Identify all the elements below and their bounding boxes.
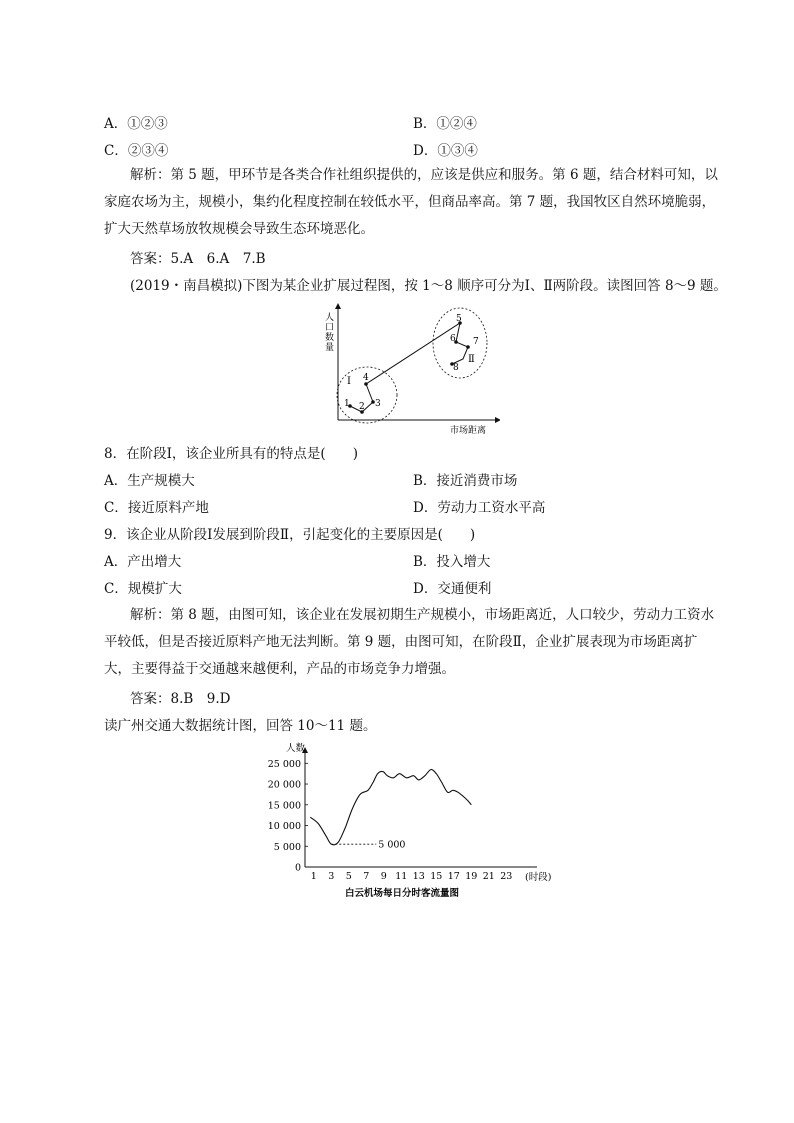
x-tick-label: 3 — [328, 871, 335, 882]
point-label-7: 7 — [473, 337, 479, 347]
chart-title: 白云机场每日分时客流量图 — [345, 888, 460, 899]
option-c: C．②③④ — [104, 143, 169, 159]
y-tick-label: 25 000 — [267, 758, 301, 770]
question-intro-10-11: 读广州交通大数据统计图，回答 10～11 题。 — [104, 718, 377, 734]
passenger-flow-chart — [255, 738, 575, 904]
y-tick-label: 20 000 — [267, 779, 301, 791]
question-9-option-a: A．产出增大 — [104, 554, 182, 570]
expansion-diagram — [320, 302, 500, 437]
answer-line-2: 答案：8.B 9.D — [130, 691, 231, 707]
x-tick-label: 7 — [363, 871, 370, 882]
x-tick-label: 1 — [310, 871, 317, 882]
y-tick-label: 5 000 — [273, 841, 301, 853]
chart-x-label: (时段) — [525, 872, 552, 883]
point-label-1: 1 — [344, 399, 350, 409]
x-tick-label: 11 — [395, 871, 408, 882]
question-9-option-d: D．交通便利 — [413, 581, 492, 597]
y-axis-label-1: 人 — [325, 313, 335, 323]
question-9-option-b: B．投入增大 — [413, 554, 491, 570]
point-label-6: 6 — [450, 334, 456, 344]
y-axis-label-2: 口 — [325, 323, 335, 333]
question-8-option-a: A．生产规模大 — [104, 473, 195, 489]
analysis-paragraph-2: 解析：第 8 题，由图可知，该企业在发展初期生产规模小，市场距离近，人口较少，劳动力工资水平较低，但是否接近原料产地无法判断。第 9 题，由图可知，在阶段Ⅱ，企业扩展表现为市场距离扩大，主要得益于交通越来越便利，产品的市场竞争力增强。 — [104, 607, 715, 677]
y-tick-label: 10 000 — [267, 821, 301, 833]
y-axis-label-3: 数 — [325, 333, 335, 343]
question-9-option-c: C．规模扩大 — [104, 581, 182, 597]
stage-2-label: Ⅱ — [468, 354, 475, 365]
y-axis-label-4: 量 — [325, 343, 335, 353]
answer-line-1: 答案：5.A 6.A 7.B — [130, 251, 266, 267]
x-tick-label: 23 — [500, 871, 513, 882]
y-tick-label: 15 000 — [267, 800, 301, 812]
point-label-4: 4 — [363, 373, 369, 383]
option-d: D．①③④ — [413, 143, 478, 159]
point-label-2: 2 — [359, 402, 365, 412]
question-8-option-b: B．接近消费市场 — [413, 473, 518, 489]
question-8-option-c: C．接近原料产地 — [104, 500, 209, 516]
x-tick-label: 21 — [482, 871, 495, 882]
x-tick-label: 15 — [430, 871, 443, 882]
x-tick-label: 17 — [447, 871, 460, 882]
x-tick-label: 9 — [380, 871, 387, 882]
point-label-3: 3 — [375, 399, 381, 409]
y-tick-label: 0 — [294, 862, 301, 874]
question-intro-8-9: (2019・南昌模拟)下图为某企业扩展过程图，按 1～8 顺序可分为Ⅰ、Ⅱ两阶段。读图回答 8～9 题。 — [130, 278, 727, 294]
min-annotation-label: 5 000 — [378, 839, 406, 851]
x-tick-label: 5 — [345, 871, 352, 882]
option-b: B．①②④ — [413, 116, 477, 132]
point-label-8: 8 — [453, 363, 459, 373]
passenger-flow-line — [310, 769, 471, 844]
point-7 — [466, 345, 470, 349]
question-9-stem: 9．该企业从阶段Ⅰ发展到阶段Ⅱ，引起变化的主要原因是( ) — [104, 527, 476, 543]
stage-1-label: Ⅰ — [347, 376, 351, 387]
x-tick-label: 13 — [412, 871, 425, 882]
point-label-5: 5 — [456, 314, 462, 324]
chart-y-label: 人数 — [286, 743, 306, 754]
question-8-stem: 8．在阶段Ⅰ，该企业所具有的特点是( ) — [104, 446, 358, 462]
question-8-option-d: D．劳动力工资水平高 — [413, 500, 546, 516]
x-axis-label: 市场距离 — [450, 426, 487, 436]
analysis-paragraph-1: 解析：第 5 题，甲环节是各类合作社组织提供的，应该是供应和服务。第 6 题，结合材料可知，以家庭农场为主，规模小，集约化程度控制在较低水平，但商品率高。第 7 题，我国牧区自然环境脆弱，扩大天然草场放牧规模会导致生态环境恶化。 — [104, 167, 718, 237]
x-tick-label: 19 — [465, 871, 478, 882]
option-a: A．①②③ — [104, 116, 168, 132]
